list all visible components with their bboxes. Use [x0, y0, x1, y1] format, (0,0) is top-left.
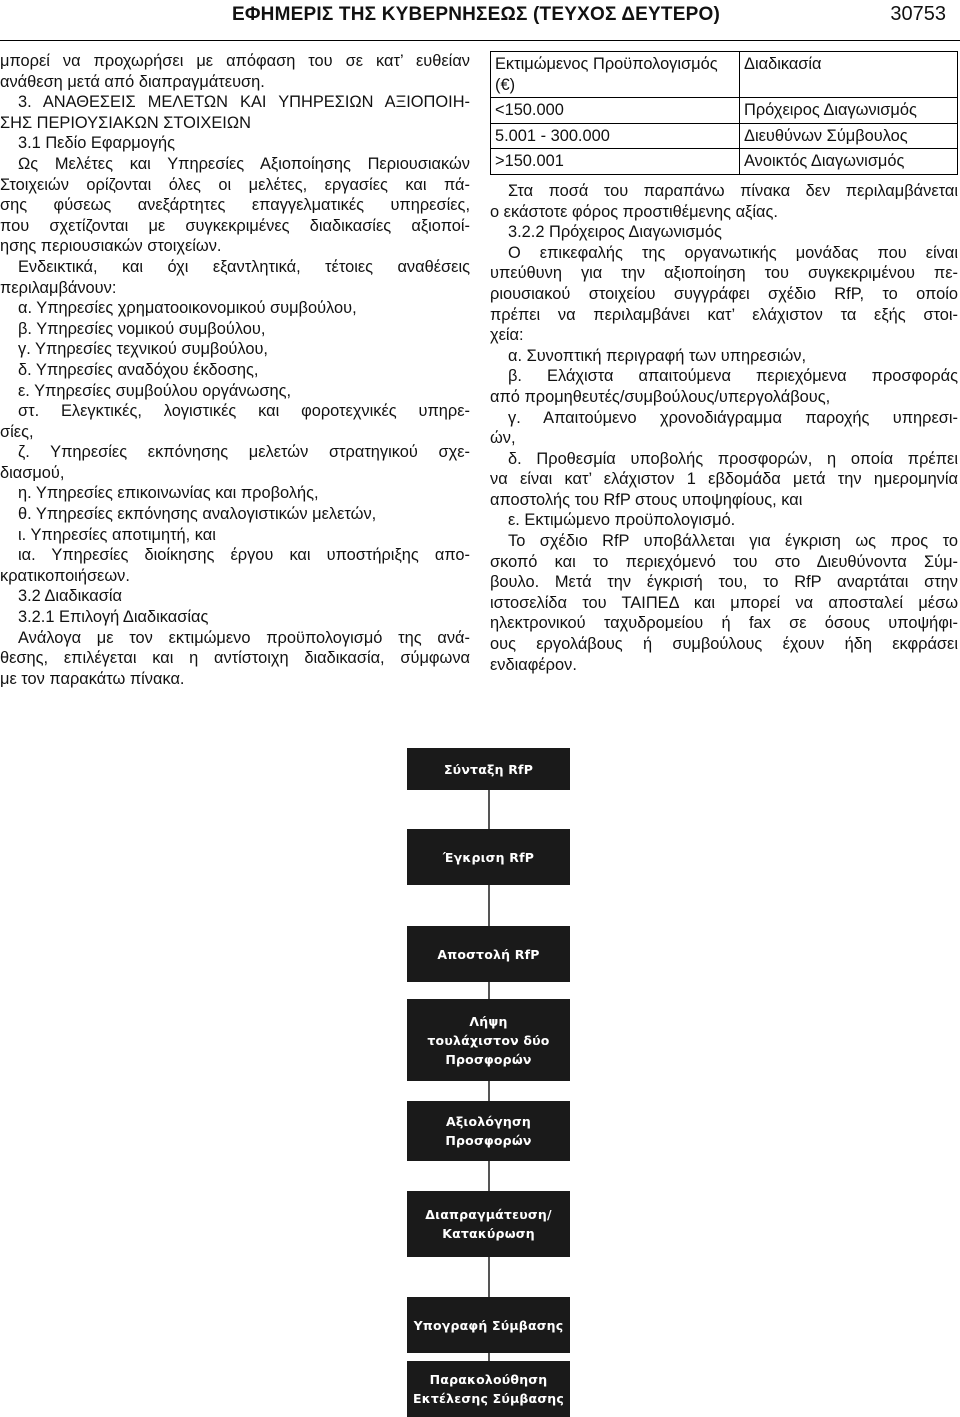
- list-item: α. Υπηρεσίες χρηματοοικονομικού συμβούλου,: [18, 299, 357, 318]
- text-line: μπορεί να προχωρήσει με απόφαση του σε κατ’ ευθείαν: [0, 52, 470, 70]
- flow-connector: [488, 1160, 490, 1192]
- text-line: ησης περιουσιακών στοιχείων.: [0, 237, 222, 256]
- list-item: β. Υπηρεσίες νομικού συμβούλου,: [18, 319, 266, 338]
- text-line: θεσης, επιλέγεται και η αντίστοιχη διαδικασία, σύμφωνα: [0, 649, 470, 668]
- subsection-heading: 3.2.1 Επιλογή Διαδικασίας: [18, 608, 209, 627]
- flow-step-negotiation-award: [407, 1191, 570, 1257]
- text-line: σης φύσεως ανεξάρτητες επαγγελματικές υπηρεσίες,: [0, 196, 470, 215]
- text-line: Ως Μελέτες και Υπηρεσίες Αξιοποίησης Περιουσιακών: [18, 154, 470, 173]
- flow-step-send-rfp: [407, 926, 570, 982]
- list-item: να είναι κατ’ ελάχιστον 1 εβδομάδα μετά την ημερομηνία: [490, 470, 958, 489]
- text-line: που σχετίζονται με συγκεκριμένες διαδικασίες αξιοποί-: [0, 216, 470, 235]
- text-line: ανάθεση μετά από διαπραγμάτευση.: [0, 72, 265, 91]
- text-line: Στοιχειών ορίζονται όλες οι μελέτες, εργασίες και πά-: [0, 175, 470, 194]
- flow-step-label: Διαπραγμάτευση/: [425, 1207, 552, 1222]
- text-line: ριουσιακού στοιχείου συγγράφει σχέδιο RfP, το οποίο: [490, 284, 958, 303]
- table-header-cell: Εκτιμώμενος Προϋπολογισμός (€): [491, 52, 740, 98]
- table-header-cell: Διαδικασία: [740, 52, 958, 98]
- table-row: [491, 149, 958, 175]
- text-line: ους εργολάβους ή συμβούλους έχουν ήδη εκφράσει: [490, 635, 958, 654]
- procedure-table: [490, 51, 958, 175]
- flow-step-label: Προσφορών: [445, 1133, 532, 1148]
- flow-connector: [488, 884, 490, 926]
- text-line: ενδιαφέρον.: [490, 655, 577, 674]
- gazette-title: ΕΦΗΜΕΡΙΣ ΤΗΣ ΚΥΒΕΡΝΗΣΕΩΣ (ΤΕΥΧΟΣ ΔΕΥΤΕΡΟ): [232, 4, 720, 25]
- flow-step-label: Λήψη: [469, 1013, 508, 1029]
- flow-step-label: Εκτέλεσης Σύμβασης: [413, 1391, 564, 1406]
- list-item: ών,: [490, 429, 516, 448]
- text-line: πρέπει να περιλαμβάνει κατ’ ελάχιστον τα εξής στοι-: [490, 305, 958, 324]
- table-cell: Ανοικτός Διαγωνισμός: [740, 149, 958, 175]
- flow-step-label: Έγκριση RfP: [442, 849, 535, 865]
- list-item: θ. Υπηρεσίες εκπόνησης αναλογιστικών μελετών,: [18, 505, 377, 524]
- text-line: Ανάλογα με τον εκτιμώμενο προϋπολογισμό της ανά-: [18, 628, 470, 647]
- table-row: [491, 98, 958, 124]
- section-heading: ΣΗΣ ΠΕΡΙΟΥΣΙΑΚΩΝ ΣΤΟΙΧΕΙΩΝ: [0, 113, 251, 132]
- text-line: Το σχέδιο RfP υποβάλλεται για έγκριση ως προς το: [508, 532, 958, 551]
- list-item: ι. Υπηρεσίες αποτιμητή, και: [18, 525, 216, 544]
- flow-step-approve-rfp: [407, 829, 570, 885]
- section-heading: 3. ΑΝΑΘΕΣΕΙΣ ΜΕΛΕΤΩΝ ΚΑΙ ΥΠΗΡΕΣΙΩΝ ΑΞΙΟΠΟΙΗ-: [18, 93, 470, 112]
- flow-step-label: τουλάχιστον δύο: [427, 1032, 550, 1048]
- list-item: η. Υπηρεσίες επικοινωνίας και προβολής,: [18, 484, 319, 503]
- list-item: σίες,: [0, 422, 34, 441]
- list-item: α. Συνοπτική περιγραφή των υπηρεσιών,: [508, 346, 807, 365]
- list-item: β. Ελάχιστα απαιτούμενα περιεχόμενα προσφοράς: [508, 367, 958, 386]
- text-line: Στα ποσά του παραπάνω πίνακα δεν περιλαμβάνεται: [508, 181, 958, 200]
- flow-step-label: Σύνταξη RfP: [443, 761, 534, 777]
- text-line: Ο επικεφαλής της οργανωτικής μονάδας που είναι: [508, 243, 958, 262]
- flow-step-receive-offers: [407, 999, 570, 1081]
- flow-step-label: Υπογραφή Σύμβασης: [413, 1317, 564, 1333]
- flow-step-label: Προσφορών: [445, 1051, 532, 1067]
- text-line: ο εκάστοτε φόρος προστιθέμενης αξίας.: [490, 202, 778, 221]
- text-line: με τον παρακάτω πίνακα.: [0, 669, 185, 688]
- table-cell: Πρόχειρος Διαγωνισμός: [740, 98, 958, 124]
- list-item: ε. Υπηρεσίες συμβούλου οργάνωσης,: [18, 381, 292, 400]
- subsection-heading: 3.2 Διαδικασία: [18, 587, 122, 606]
- table-cell: Διευθύνων Σύμβουλος: [740, 123, 958, 149]
- list-item: γ. Υπηρεσίες τεχνικού συμβούλου,: [18, 340, 268, 359]
- flow-connector: [488, 788, 490, 830]
- list-item: ζ. Υπηρεσίες εκπόνησης μελετών στρατηγικού σχε-: [18, 443, 470, 462]
- flow-step-evaluate-offers: [407, 1101, 570, 1161]
- table-cell: <150.000: [491, 98, 740, 124]
- flow-step-sign-contract: [407, 1297, 570, 1353]
- page-header: [0, 0, 960, 41]
- list-item: ια. Υπηρεσίες διοίκησης έργου και υποστήριξης απο-: [18, 546, 470, 565]
- flow-step-label: Αποστολή RfP: [437, 946, 540, 962]
- list-item: δ. Υπηρεσίες αναδόχου έκδοσης,: [18, 360, 259, 379]
- flow-step-label: Αξιολόγηση: [445, 1114, 532, 1129]
- list-item: κρατικοποιήσεων.: [0, 566, 130, 585]
- subsection-heading: 3.1 Πεδίο Εφαρμογής: [18, 134, 176, 153]
- list-item: από προμηθευτές/συμβούλους/υπεργολάβους,: [490, 387, 831, 406]
- left-column: [0, 51, 470, 689]
- list-item: στ. Ελεγκτικές, λογιστικές και φοροτεχνικές υπηρε-: [18, 402, 470, 421]
- flow-step-label: Κατακύρωση: [442, 1226, 535, 1241]
- table-row: [491, 123, 958, 149]
- text-line: ιστοσελίδα του ΤΑΙΠΕΔ και μπορεί να αποσταλεί μέσω: [490, 593, 958, 612]
- list-item: γ. Απαιτούμενο χρονοδιάγραμμα παροχής υπηρεσι-: [508, 408, 958, 427]
- flow-step-compose-rfp: [407, 748, 570, 790]
- subsection-heading: 3.2.2 Πρόχειρος Διαγωνισμός: [508, 223, 722, 242]
- table-cell: 5.001 - 300.000: [491, 123, 740, 149]
- flow-connector: [488, 980, 490, 1000]
- text-line: περιλαμβάνουν:: [0, 278, 117, 297]
- text-line: χεία:: [490, 326, 524, 345]
- table-cell: >150.001: [491, 149, 740, 175]
- list-item: διασμού,: [0, 463, 65, 482]
- flow-connector: [488, 1080, 490, 1102]
- flow-step-monitor-execution: [407, 1361, 570, 1417]
- flow-step-label: Παρακολούθηση: [429, 1372, 548, 1387]
- table-header-row: [491, 52, 958, 98]
- right-column: [490, 51, 958, 675]
- flow-connector: [488, 1256, 490, 1298]
- text-line: σκοπό και το περιεχόμενό του στο Διευθύνοντα Σύμ-: [490, 552, 958, 571]
- text-line: Ενδεικτικά, και όχι εξαντλητικά, τέτοιες αναθέσεις: [18, 257, 470, 276]
- list-item: αποστολής του RfP στους υποψηφίους, και: [490, 490, 803, 509]
- text-line: υπεύθυνη για την αξιοποίηση του συγκεκριμένου πε-: [490, 264, 958, 283]
- page-number: 30753: [890, 3, 946, 25]
- text-line: βουλο. Μετά την έγκρισή του, το RfP αναρτάται στην: [490, 573, 958, 592]
- list-item: ε. Εκτιμώμενο προϋπολογισμό.: [508, 511, 736, 530]
- text-line: ηλεκτρονικού ταχυδρομείου ή fax σε όσους υποψήφι-: [490, 614, 958, 633]
- flow-connector: [488, 1352, 490, 1362]
- list-item: δ. Προθεσμία υποβολής προσφορών, η οποία πρέπει: [508, 449, 958, 468]
